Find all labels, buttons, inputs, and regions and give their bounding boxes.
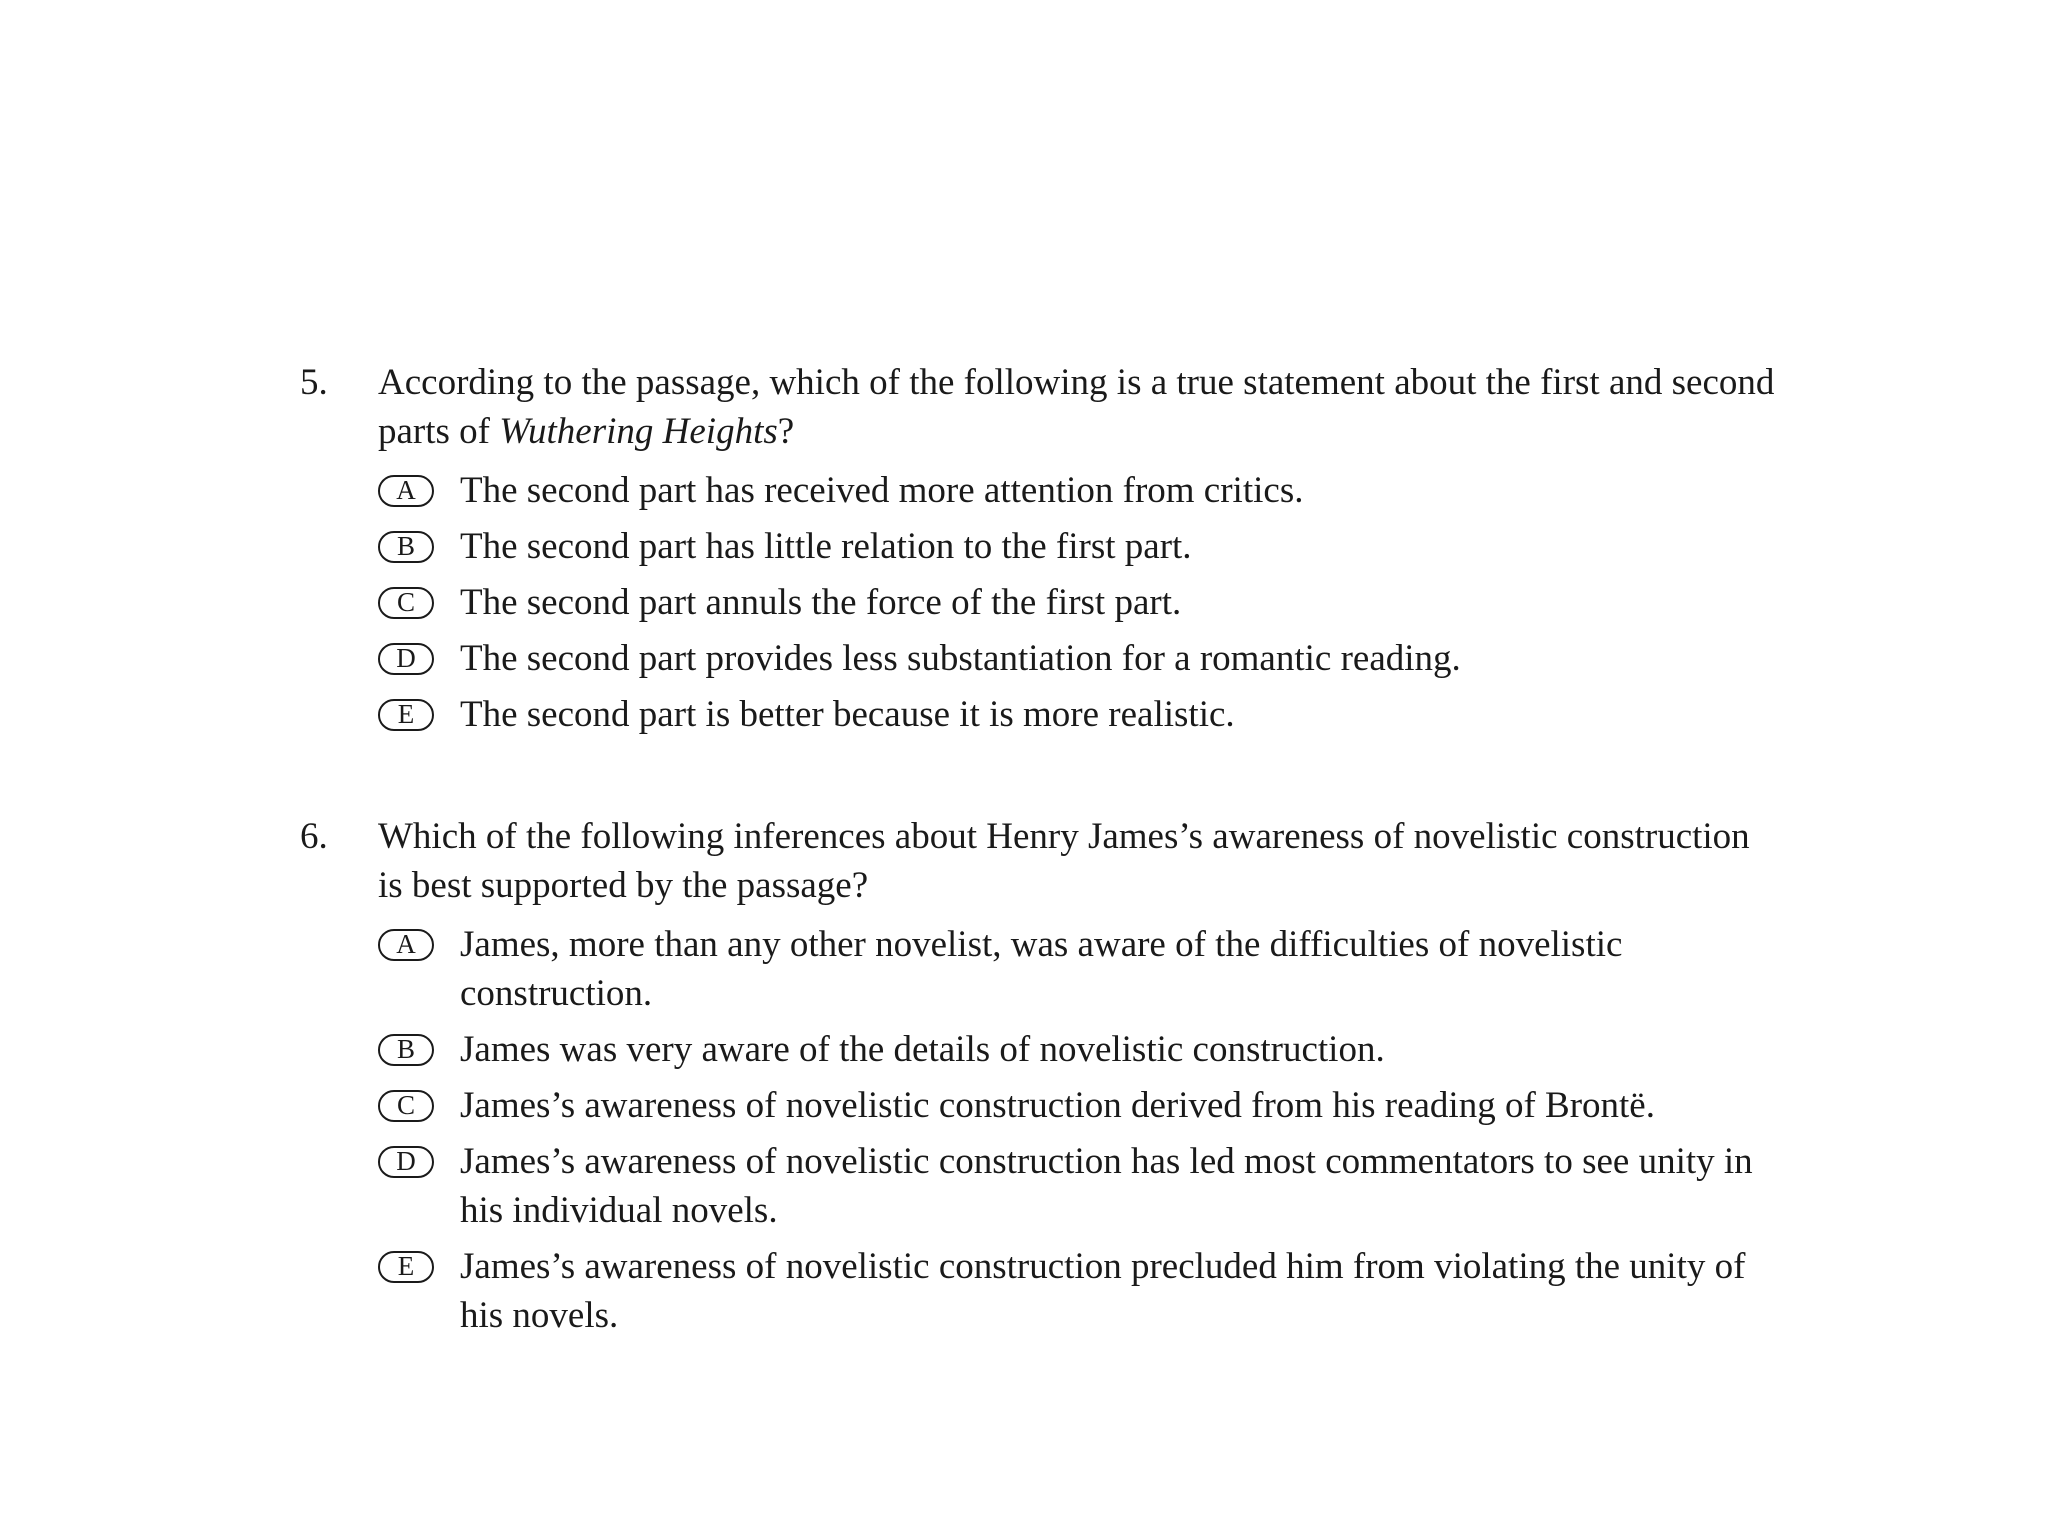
choice-bubble-e[interactable]: E [378, 699, 434, 731]
answer-choice-e[interactable] [378, 690, 1780, 739]
choice-text: James’s awareness of novelistic construction precluded him from violating the unity of his novels. [460, 1246, 1746, 1336]
choice-bubble-c[interactable]: C [378, 1090, 434, 1122]
choice-bubble-a[interactable]: A [378, 475, 434, 507]
answer-choice-c[interactable] [378, 578, 1780, 627]
choice-text: The second part annuls the force of the first part. [460, 582, 1182, 623]
question-6 [300, 812, 1780, 1347]
question-5 [300, 358, 1780, 746]
answer-choices [378, 920, 1780, 1340]
choice-text: James was very aware of the details of novelistic construction. [460, 1029, 1385, 1070]
answer-choice-d[interactable] [378, 1137, 1780, 1235]
choice-text: James’s awareness of novelistic construction has led most commentators to see unity in his individual novels. [460, 1141, 1753, 1231]
choice-text: The second part is better because it is more realistic. [460, 694, 1235, 735]
choice-bubble-d[interactable]: D [378, 643, 434, 675]
choice-bubble-b[interactable]: B [378, 1034, 434, 1066]
question-text-end: ? [777, 411, 795, 452]
question-stem [300, 358, 1780, 456]
answer-choice-e[interactable] [378, 1242, 1780, 1340]
choice-text: The second part has little relation to the first part. [460, 526, 1192, 567]
choice-bubble-a[interactable]: A [378, 929, 434, 961]
choice-bubble-d[interactable]: D [378, 1146, 434, 1178]
question-number: 6. [300, 816, 328, 857]
question-number: 5. [300, 362, 328, 403]
answer-choice-d[interactable] [378, 634, 1780, 683]
choice-text: James’s awareness of novelistic construction derived from his reading of Brontë. [460, 1085, 1655, 1126]
choice-bubble-e[interactable]: E [378, 1251, 434, 1283]
answer-choice-c[interactable] [378, 1081, 1780, 1130]
choice-text: The second part has received more attention from critics. [460, 470, 1304, 511]
choice-bubble-b[interactable]: B [378, 531, 434, 563]
choice-text: The second part provides less substantiation for a romantic reading. [460, 638, 1461, 679]
choice-text: James, more than any other novelist, was aware of the difficulties of novelistic construction. [460, 924, 1623, 1014]
answer-choices [378, 466, 1780, 739]
question-text: Which of the following inferences about Henry James’s awareness of novelistic construction is best supported by the passage? [378, 816, 1750, 906]
choice-bubble-c[interactable]: C [378, 587, 434, 619]
book-title: Wuthering Heights [499, 411, 778, 452]
question-stem [300, 812, 1780, 910]
answer-choice-a[interactable] [378, 920, 1780, 1018]
answer-choice-b[interactable] [378, 522, 1780, 571]
answer-choice-a[interactable] [378, 466, 1780, 515]
question-text-part: According to the passage, which of the following is a true statement about the first and second parts of [378, 362, 1775, 452]
answer-choice-b[interactable] [378, 1025, 1780, 1074]
question-text [378, 358, 1780, 456]
